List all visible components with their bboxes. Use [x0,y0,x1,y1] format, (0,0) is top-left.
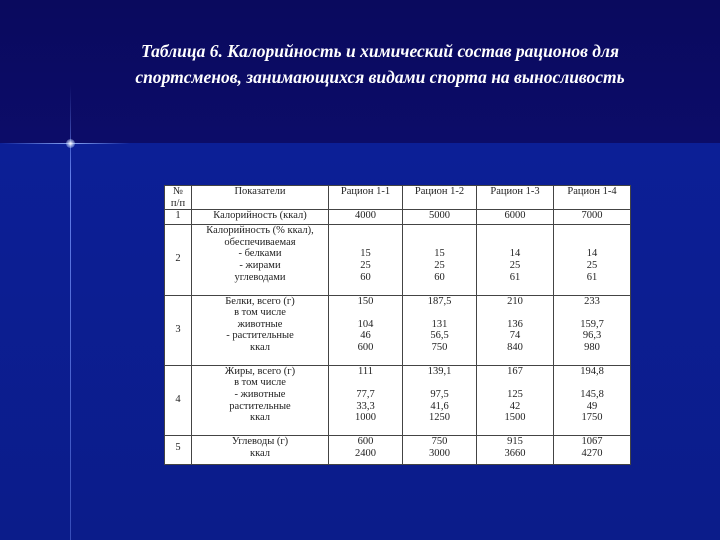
ration-value-cell [554,210,631,225]
ration-value-cell [329,295,403,365]
indicator-line: в том числе [234,377,286,389]
indicator-line: Белки, всего (г) [225,295,295,307]
value-line: 1250 [429,412,450,424]
row-number: 2 [165,225,192,295]
ration-value-cell [477,225,554,295]
table-row [165,436,631,465]
table-row [165,365,631,435]
value-line: 194,8 [580,365,604,377]
value-line: 97,5 [430,389,449,401]
indicator-line: Углеводы (г) [231,436,289,448]
indicator-line: углеводами [234,271,286,283]
value-line [331,225,400,237]
value-line: 600 [357,341,374,353]
value-line: 139,1 [427,365,452,377]
value-line: 150 [357,295,374,307]
value-line: 750 [431,436,448,448]
value-line: 25 [434,259,445,271]
header-ration-3: Рацион 1-3 [477,186,554,210]
ration-value-cell [554,365,631,435]
value-line: 167 [507,365,523,377]
ration-value-cell [403,436,477,465]
value-line [479,225,551,237]
value-line: 5000 [429,210,450,222]
ration-value-cell [477,295,554,365]
indicator-line: - белками [238,248,282,260]
header-ration-2: Рацион 1-2 [403,186,477,210]
value-line [479,377,551,389]
value-line: 33,3 [356,400,375,412]
value-line: 61 [509,271,521,283]
header-num [165,186,192,210]
indicator-line: Калорийность (ккал) [213,210,307,222]
indicator-line: в том числе [234,307,286,319]
ration-value-cell [403,210,477,225]
indicator-line: обеспечиваемая [224,236,296,248]
value-line [479,307,551,319]
indicator-cell [192,436,329,465]
ration-value-cell [477,365,554,435]
row-number: 4 [165,365,192,435]
value-line: 2400 [355,447,376,459]
value-line: 1500 [504,412,526,424]
value-line: 980 [584,341,600,353]
value-line: 1750 [581,412,603,424]
value-line [405,225,474,237]
header-ration-4: Рацион 1-4 [554,186,631,210]
value-line: 159,7 [580,318,604,330]
value-line [479,237,551,249]
value-line: 46 [360,330,371,342]
value-line [556,225,628,237]
indicator-line: - жирами [239,259,281,271]
value-line: 145,8 [580,389,604,401]
value-line [405,377,474,389]
value-line: 233 [584,295,600,307]
value-line: 56,5 [430,330,449,342]
ration-value-cell [329,436,403,465]
title-line-1: Таблица 6. Калорийность и химический состав рационов для [141,41,619,61]
header-indicator: Показатели [192,186,329,210]
table-row [165,225,631,295]
value-line: 25 [509,259,521,271]
ration-value-cell [329,210,403,225]
title-line-2: спортсменов, занимающихся видами спорта на выносливость [135,67,625,87]
header-ration-1: Рацион 1-1 [329,186,403,210]
table-row [165,210,631,225]
value-line: 96,3 [582,330,602,342]
value-line: 7000 [581,210,603,222]
ration-value-cell [329,225,403,295]
indicator-line: - растительные [226,330,294,342]
value-line: 77,7 [356,389,375,401]
ration-value-cell [477,436,554,465]
ration-value-cell [329,365,403,435]
value-line: 915 [507,436,523,448]
header-num-line: п/п [170,197,186,209]
header-num-line: № [172,186,184,197]
value-line: 42 [509,400,521,412]
ration-value-cell [403,365,477,435]
value-line: 104 [357,318,374,330]
row-number: 5 [165,436,192,465]
indicator-line: животные [237,318,283,330]
value-line [331,377,400,389]
indicator-line: - животные [234,389,286,401]
value-line: 1000 [355,412,376,424]
value-line: 15 [360,248,371,260]
ration-value-cell [554,436,631,465]
table-header-row [165,186,631,210]
value-line: 750 [431,341,448,353]
indicator-line: Жиры, всего (г) [224,365,296,377]
ration-value-cell [403,295,477,365]
decorative-sparkle [66,139,75,148]
ration-table [164,185,631,465]
indicator-cell [192,210,329,225]
row-number: 3 [165,295,192,365]
decorative-vertical-line [70,85,71,540]
value-line: 4000 [355,210,376,222]
indicator-line: растительные [229,400,291,412]
value-line [556,307,628,319]
value-line: 61 [586,271,598,283]
value-line [405,237,474,249]
value-line: 210 [507,295,523,307]
ration-value-cell [477,210,554,225]
value-line [331,307,400,319]
ration-table-container [164,185,630,465]
value-line: 6000 [504,210,526,222]
indicator-cell [192,295,329,365]
value-line: 25 [360,259,371,271]
value-line: 600 [357,436,374,448]
value-line: 15 [434,248,445,260]
slide-title [60,38,700,90]
indicator-line: ккал [249,341,271,353]
value-line [405,307,474,319]
value-line: 1067 [581,436,603,448]
ration-value-cell [554,295,631,365]
ration-value-cell [554,225,631,295]
value-line: 4270 [581,447,603,459]
value-line: 74 [509,330,521,342]
row-number: 1 [165,210,192,225]
decorative-horizontal-line [0,143,130,144]
value-line: 41,6 [430,400,449,412]
indicator-cell [192,225,329,295]
value-line: 25 [586,259,598,271]
value-line [331,237,400,249]
value-line: 49 [586,400,598,412]
ration-value-cell [403,225,477,295]
value-line [556,377,628,389]
value-line: 3000 [429,447,450,459]
value-line: 840 [507,341,523,353]
value-line: 14 [586,248,598,260]
value-line: 136 [507,318,523,330]
value-line: 60 [434,271,445,283]
value-line: 125 [507,389,523,401]
value-line: 60 [360,271,371,283]
value-line: 3660 [504,447,526,459]
value-line: 14 [509,248,521,260]
indicator-line: Калорийность (% ккал), [206,225,314,237]
value-line [556,237,628,249]
value-line: 111 [358,365,373,377]
indicator-cell [192,365,329,435]
table-row [165,295,631,365]
indicator-line: ккал [249,412,271,424]
value-line: 131 [431,318,448,330]
value-line: 187,5 [427,295,452,307]
indicator-line: ккал [249,447,271,459]
